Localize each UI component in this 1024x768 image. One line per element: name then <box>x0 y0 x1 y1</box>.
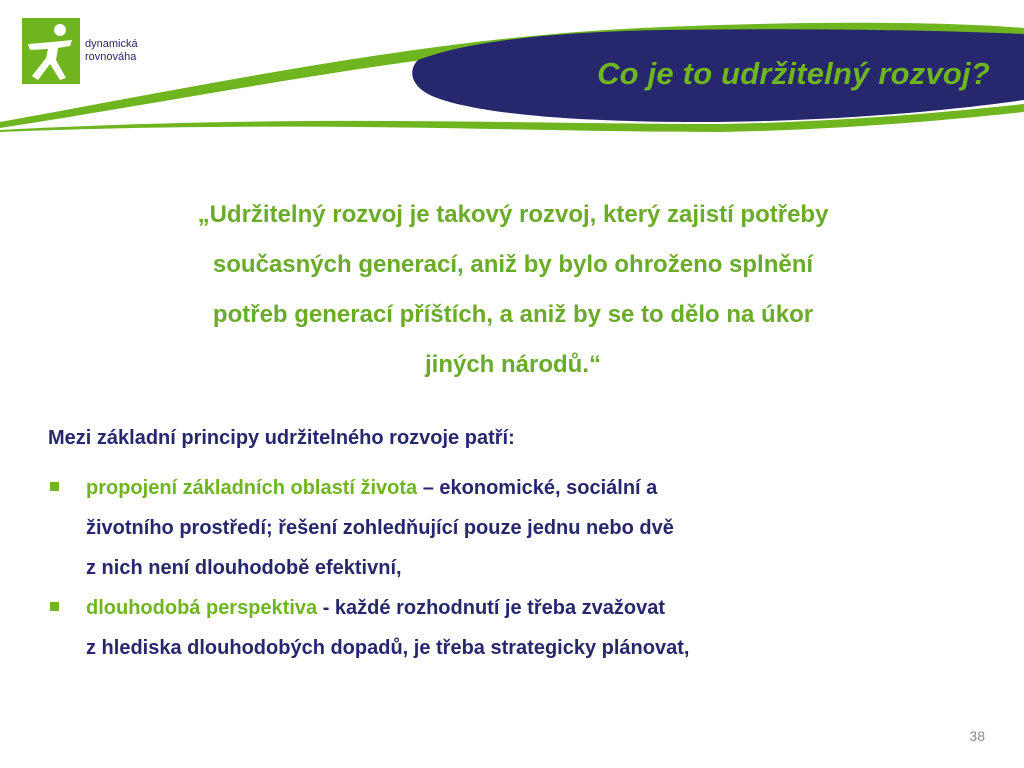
square-bullet-icon <box>50 482 59 491</box>
quote-line: současných generací, aniž by bylo ohroženo splnění <box>212 251 814 278</box>
quote-line: potřeb generací příštích, a aniž by se to dělo na úkor <box>212 301 814 328</box>
principles-intro: Mezi základní principy udržitelného rozvoje patří: <box>48 427 515 449</box>
bullet-highlight: propojení základních oblastí života <box>86 477 418 499</box>
logo-figure-icon <box>22 18 80 84</box>
bullet-text: – ekonomické, sociální a <box>417 477 658 499</box>
quote-line: „Udržitelný rozvoj je takový rozvoj, který zajistí potřeby <box>197 201 829 228</box>
logo <box>22 18 138 84</box>
definition-quote <box>60 190 966 390</box>
logo-text <box>85 38 138 64</box>
logo-text-line1: dynamická <box>85 38 138 50</box>
bullet-continuation: životního prostředí; řešení zohledňující pouze jednu nebo dvě <box>86 517 674 539</box>
bullet-first-line <box>86 468 988 508</box>
bullet-first-line <box>86 588 988 628</box>
slide-title: Co je to udržitelný rozvoj? <box>597 56 990 91</box>
square-bullet-icon <box>50 602 59 611</box>
list-item <box>48 588 988 668</box>
quote-line: jiných národů.“ <box>424 351 601 378</box>
bullet-text: - každé rozhodnutí je třeba zvažovat <box>317 597 665 619</box>
page-number: 38 <box>969 728 985 744</box>
list-item <box>48 468 988 588</box>
bullet-continuation: z nich není dlouhodobě efektivní, <box>86 557 402 579</box>
logo-text-line2: rovnováha <box>85 51 137 63</box>
principles-list <box>48 468 988 668</box>
bullet-continuation: z hlediska dlouhodobých dopadů, je třeba strategicky plánovat, <box>86 637 690 659</box>
bullet-highlight: dlouhodobá perspektiva <box>86 597 318 619</box>
